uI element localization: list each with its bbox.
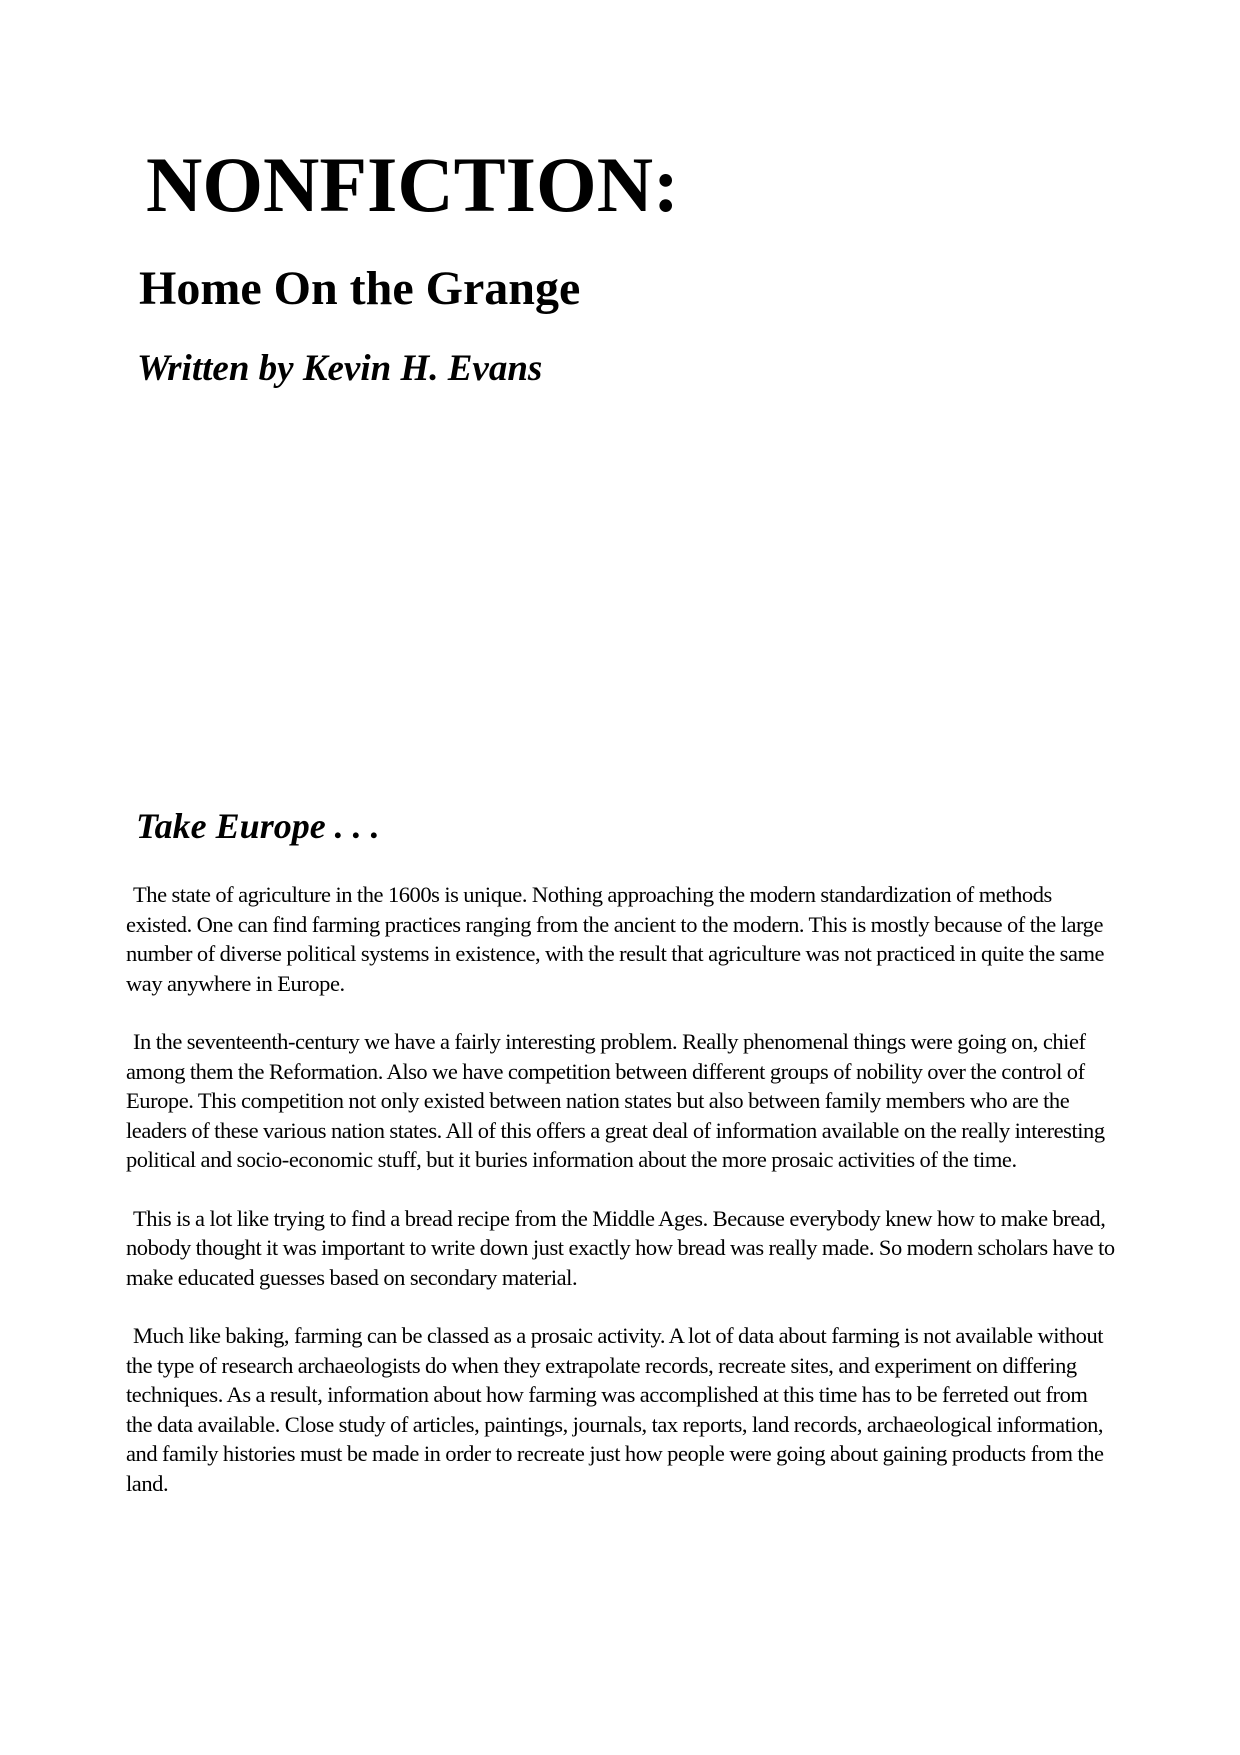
article-title: Home On the Grange: [139, 262, 581, 315]
body-paragraph: The state of agriculture in the 1600s is unique. Nothing approaching the modern standardization of methods existed. One can find farming practices ranging from the ancient to the modern. This is mostly because of the large number of diverse political systems in existence, with the result that agriculture was not practiced in quite the same way anywhere in Europe.: [126, 882, 1105, 996]
body-paragraph: Much like baking, farming can be classed as a prosaic activity. A lot of data about farming is not available without the type of research archaeologists do when they extrapolate records, recreate sites, and experiment on differing techniques. As a result, information about how farming was accomplished at this time has to be ferreted out from the data available. Close study of articles, paintings, journals, tax reports, land records, archaeological information, and family histories must be made in order to recreate just how people were going about gaining products from the land.: [126, 1323, 1104, 1496]
body-paragraph: This is a lot like trying to find a bread recipe from the Middle Ages. Because everybody knew how to make bread, nobody thought it was important to write down just exactly how bread was really made. So modern scholars have to make educated guesses based on secondary material.: [126, 1205, 1115, 1290]
article-body: [126, 880, 1116, 1527]
section-label: NONFICTION:: [146, 141, 680, 228]
author-byline: Written by Kevin H. Evans: [137, 348, 543, 389]
section-subhead: Take Europe . . .: [136, 806, 380, 846]
body-paragraph: In the seventeenth-century we have a fairly interesting problem. Really phenomenal things were going on, chief among them the Reformation. Also we have competition between different groups of nobility over the control of Europe. This competition not only existed between nation states but also between family members who are the leaders of these various nation states. All of this offers a great deal of information available on the really interesting political and socio-economic stuff, but it buries information about the more prosaic activities of the time.: [126, 1029, 1105, 1172]
